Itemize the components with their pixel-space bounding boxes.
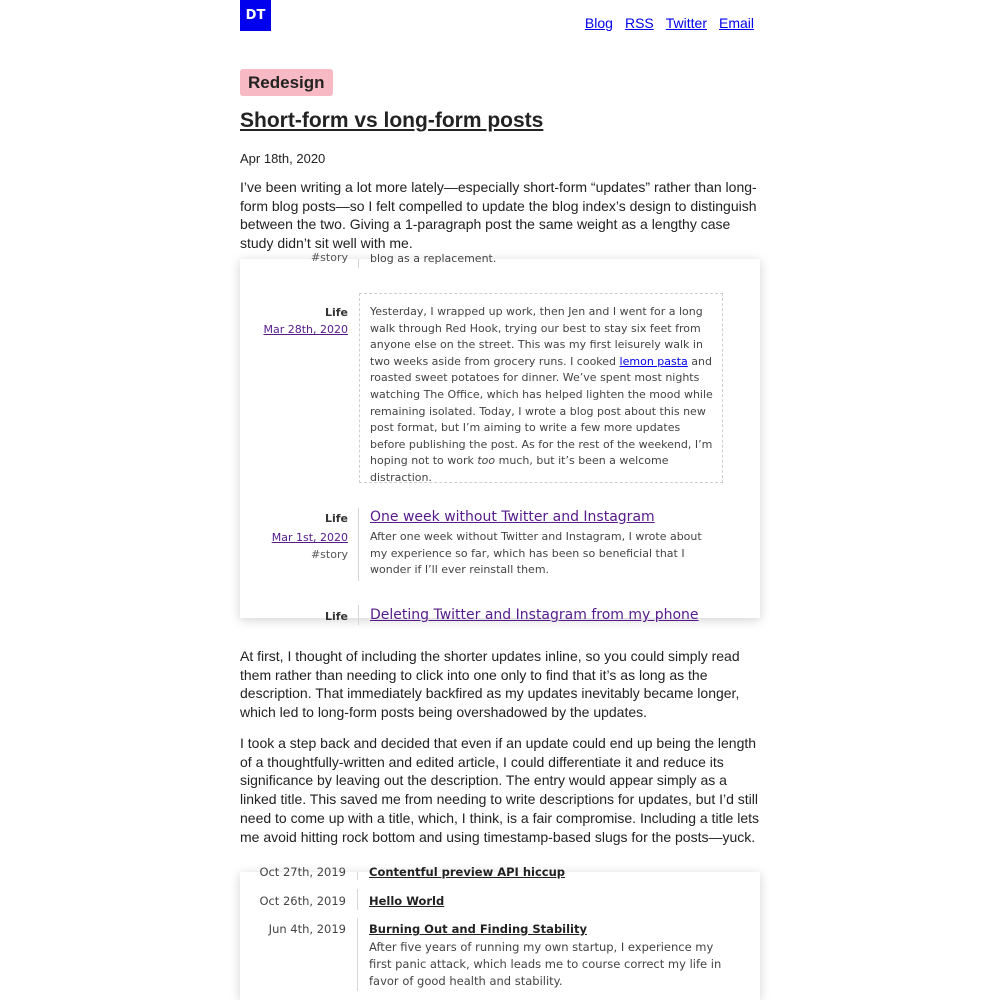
entry-category: Life	[324, 306, 348, 319]
post-paragraph: I took a step back and decided that even if an update could end up being the length of a thoughtfully-written and edited article, I could differentiate it and reduce its significance by leaving out the description. The entry would appear simply as a linked title. This saved me from needing to write descriptions for updates, but I’d still need to come up with a title, which, I think, is a fair compromise. Including a title lets me avoid hitting rock bottom and using timestamp-based slugs for the posts—yuck.	[240, 735, 760, 845]
site-logo[interactable]: DT	[240, 0, 271, 31]
archive-date: Oct 27th, 2019	[259, 865, 346, 879]
timeline-divider	[357, 872, 358, 880]
entry-description: blog as a replacement.	[370, 252, 497, 265]
nav-link-blog[interactable]: Blog	[584, 15, 613, 31]
entry-date-link[interactable]: Mar 28th, 2020	[263, 323, 348, 336]
timeline-divider	[357, 918, 358, 991]
entry-title-link[interactable]: One week without Twitter and Instagram	[370, 509, 655, 525]
entry-description: After one week without Twitter and Instagram, I wrote about my experience so far, which has been so beneficial that I wonder if I’ll ever reinstall them.	[370, 530, 702, 577]
entry-category: Life	[324, 610, 348, 623]
nav-link-email[interactable]: Email	[718, 15, 754, 31]
nav-link-rss[interactable]: RSS	[624, 15, 654, 31]
archive-title-link[interactable]: Hello World	[369, 894, 445, 908]
post-tag[interactable]: Redesign	[240, 69, 333, 96]
entry-hashtag: #story	[310, 251, 348, 264]
entry-category: Life	[324, 512, 348, 525]
entry-title-link[interactable]: Deleting Twitter and Instagram from my phone	[370, 607, 699, 623]
nav-link-twitter[interactable]: Twitter	[665, 15, 707, 31]
blog-index-screenshot	[240, 251, 760, 623]
post-title[interactable]: Short-form vs long-form posts	[240, 109, 544, 132]
timeline-divider	[358, 259, 359, 268]
archive-screenshot	[240, 865, 760, 1000]
archive-date: Jun 4th, 2019	[268, 922, 346, 936]
post-paragraph: I’ve been writing a lot more lately—especially short-form “updates” rather than long-form blog posts—so I felt compelled to update the blog index’s design to distinguish between the two. Giving a 1-paragraph post the same weight as a lengthy case study didn’t sit well with me.	[240, 179, 757, 252]
archive-date: Oct 26th, 2019	[259, 894, 346, 908]
entry-date-link[interactable]: Mar 1st, 2020	[271, 531, 348, 544]
timeline-divider	[358, 508, 359, 581]
update-inline-link[interactable]: lemon pasta	[619, 354, 688, 368]
archive-description: After five years of running my own startup, I experience my first panic attack, which leads me to course correct my life in favor of good health and stability.	[369, 940, 722, 988]
update-text: Yesterday, I wrapped up work, then Jen and I went for a long walk through Red Hook, trying our best to stay six feet from anyone else on the street. This was my first leisurely walk in two weeks aside from grocery runs. I cooked lemon pasta and roasted sweet potatoes for dinner. We’ve spent most nights watching The Office, which has helped lighten the mood while remaining isolated. Today, I wrote a blog post about this new post format, but I’m aiming to write a few more updates before publishing the post. As for the rest of the weekend, I’m hoping not to work too much, but it’s been a welcome distraction.	[370, 305, 713, 484]
site-nav	[585, 15, 754, 31]
entry-hashtag: #story	[310, 548, 348, 561]
timeline-divider	[357, 889, 358, 910]
post-date: Apr 18th, 2020	[240, 151, 326, 166]
timeline-divider	[358, 605, 359, 625]
archive-title-link[interactable]: Contentful preview API hiccup	[369, 865, 566, 879]
archive-title-link[interactable]: Burning Out and Finding Stability	[369, 922, 587, 936]
post-paragraph: At first, I thought of including the shorter updates inline, so you could simply read them rather than needing to click into one only to find that it’s as long as the description. That immediately backfired as my updates inevitably became longer, which led to long-form posts being overshadowed by the updates.	[240, 648, 740, 721]
